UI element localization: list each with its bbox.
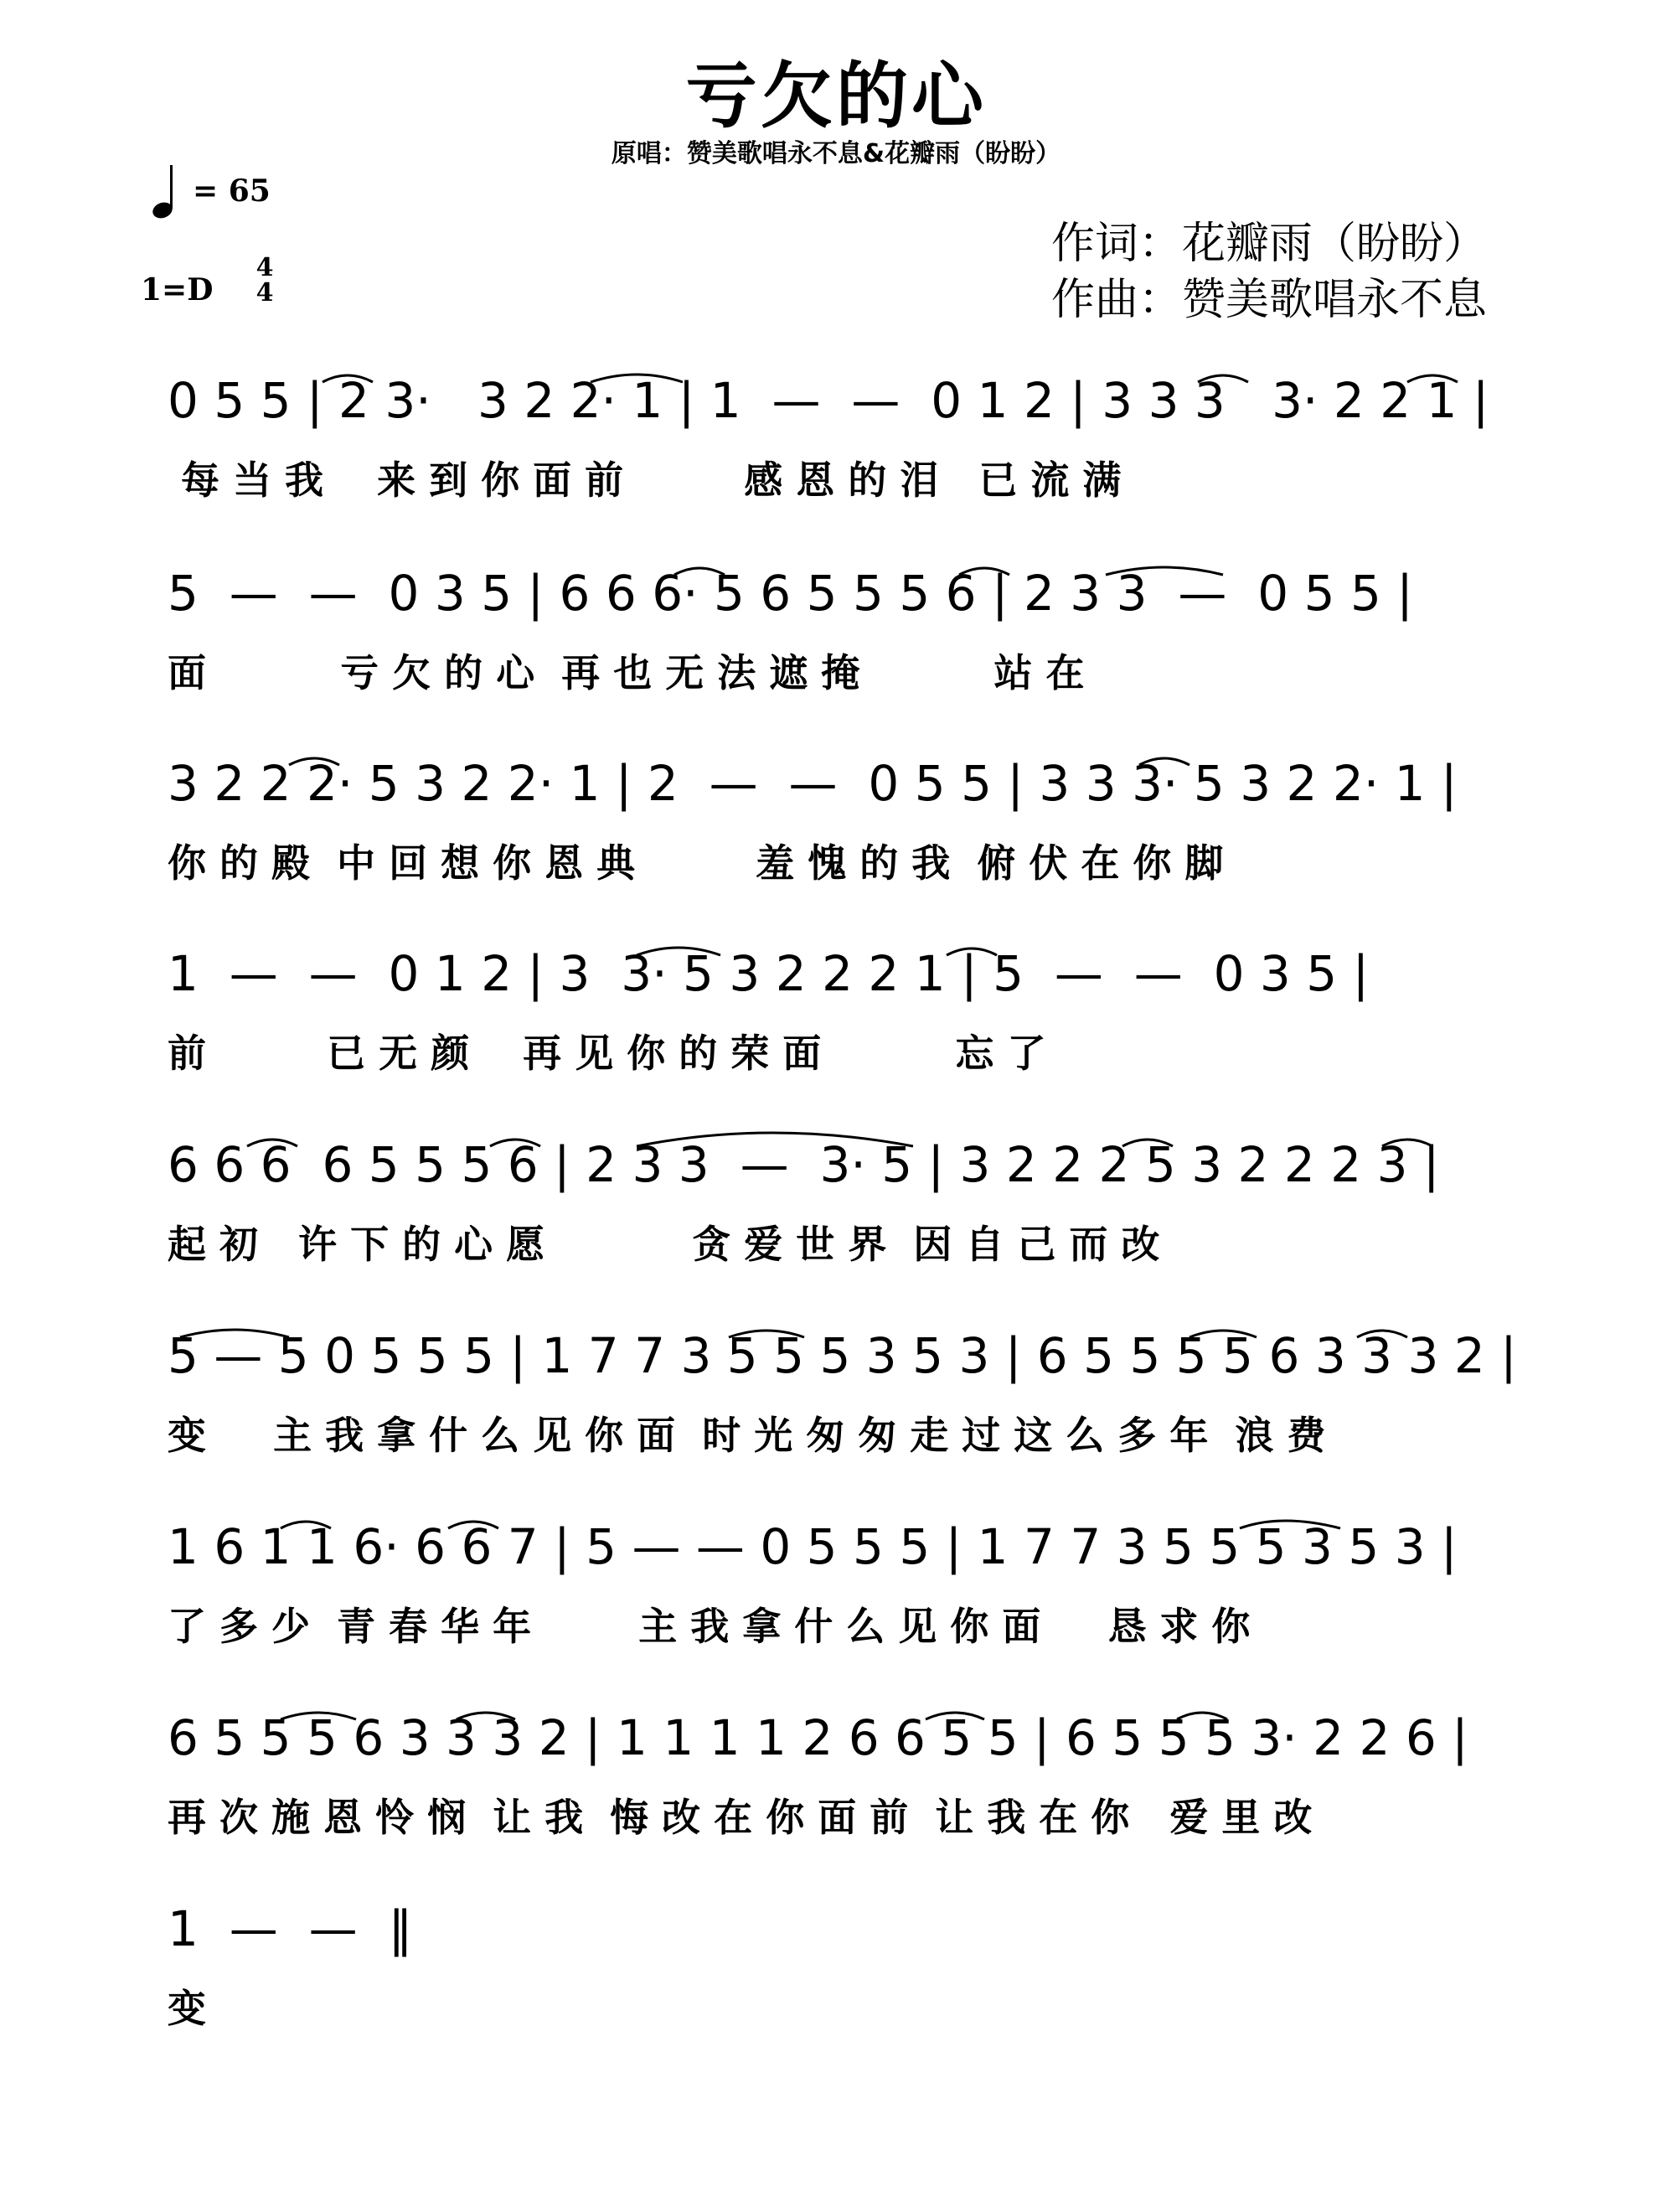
- score-line-5: [0, 1131, 1672, 1299]
- key-signature: 1=D: [141, 272, 214, 308]
- notation-line: 3 2 2 2· 5 3 2 2· 1 | 2 — — 0 5 5 | 3 3 3· 5 3 2 2· 1 |: [168, 755, 1458, 812]
- score-line-3: [0, 750, 1672, 917]
- time-signature-bottom: 4: [255, 278, 274, 308]
- notation-line: 5 — — 0 3 5 | 6 6 6· 5 6 5 5 5 6 | 2 3 3 — 0 5 5 |: [168, 565, 1413, 622]
- score-line-2: [0, 560, 1672, 727]
- song-title: 亏欠的心: [685, 54, 987, 138]
- notation-line: 1 — — 0 1 2 | 3 3· 5 3 2 2 2 1 | 5 — — 0 3 5 |: [168, 945, 1370, 1002]
- lyrics-line: 了 多 少 青 春 华 年 主 我 拿 什 么 见 你 面 恳 求 你: [168, 1604, 1251, 1649]
- lyrics-line: 面 亏 欠 的 心 再 也 无 法 遮 掩 站 在: [168, 650, 1085, 695]
- notation-line: 5 — 5 0 5 5 5 | 1 7 7 3 5 5 5 3 5 3 | 6 5 5 5 5 6 3 3 3 2 |: [168, 1327, 1517, 1384]
- lyrics-line: 前 已 无 颜 再 见 你 的 荣 面 忘 了: [168, 1031, 1046, 1076]
- notation-line: 1 6 1 1 6· 6 6 7 | 5 — — 0 5 5 5 | 1 7 7 3 5 5 5 3 5 3 |: [168, 1518, 1458, 1575]
- score-line-4: [0, 940, 1672, 1108]
- score-line-1: [0, 367, 1672, 535]
- lyrics-line: 你 的 殿 中 回 想 你 恩 典 羞 愧 的 我 俯 伏 在 你 脚: [168, 840, 1224, 886]
- score-line-6: [0, 1322, 1672, 1490]
- original-singer: 原唱：赞美歌唱永不息&花瓣雨（盼盼）: [611, 139, 1061, 168]
- score-line-9: [0, 1895, 1672, 2063]
- lyrics-line: 再 次 施 恩 怜 悯 让 我 悔 改 在 你 面 前 让 我 在 你 爱 里 改: [168, 1795, 1313, 1840]
- score-line-7: [0, 1513, 1672, 1681]
- time-signature: [250, 253, 280, 308]
- tempo-value: = 65: [193, 173, 271, 209]
- time-signature-top: 4: [255, 253, 274, 282]
- quarter-note-icon: [151, 163, 184, 222]
- notation-line: 6 5 5 5 6 3 3 3 2 | 1 1 1 1 2 6 6 5 5 | 6 5 5 5 3· 2 2 6 |: [168, 1709, 1468, 1766]
- notation-line: 0 5 5 | 2 3· 3 2 2· 1 | 1 — — 0 1 2 | 3 3 3 3· 2 2 1 |: [168, 372, 1489, 429]
- lyrics-line: 变: [168, 1986, 206, 2031]
- lyrics-line: 每 当 我 来 到 你 面 前 感 恩 的 泪 已 流 满: [168, 457, 1122, 503]
- lyrics-line: 起 初 许 下 的 心 愿 贪 爱 世 界 因 自 己 而 改: [168, 1222, 1160, 1267]
- notation-line: 6 6 6 6 5 5 5 6 | 2 3 3 — 3· 5 | 3 2 2 2 5 3 2 2 2 3 |: [168, 1136, 1440, 1193]
- lyrics-line: 变 主 我 拿 什 么 见 你 面 时 光 匆 匆 走 过 这 么 多 年 浪 费: [168, 1413, 1326, 1458]
- lyricist: 作词：花瓣雨（盼盼）: [1051, 219, 1488, 269]
- score-line-8: [0, 1704, 1672, 1872]
- notation-line: 1 — — ‖: [168, 1900, 413, 1957]
- composer: 作曲：赞美歌唱永不息: [1051, 275, 1488, 325]
